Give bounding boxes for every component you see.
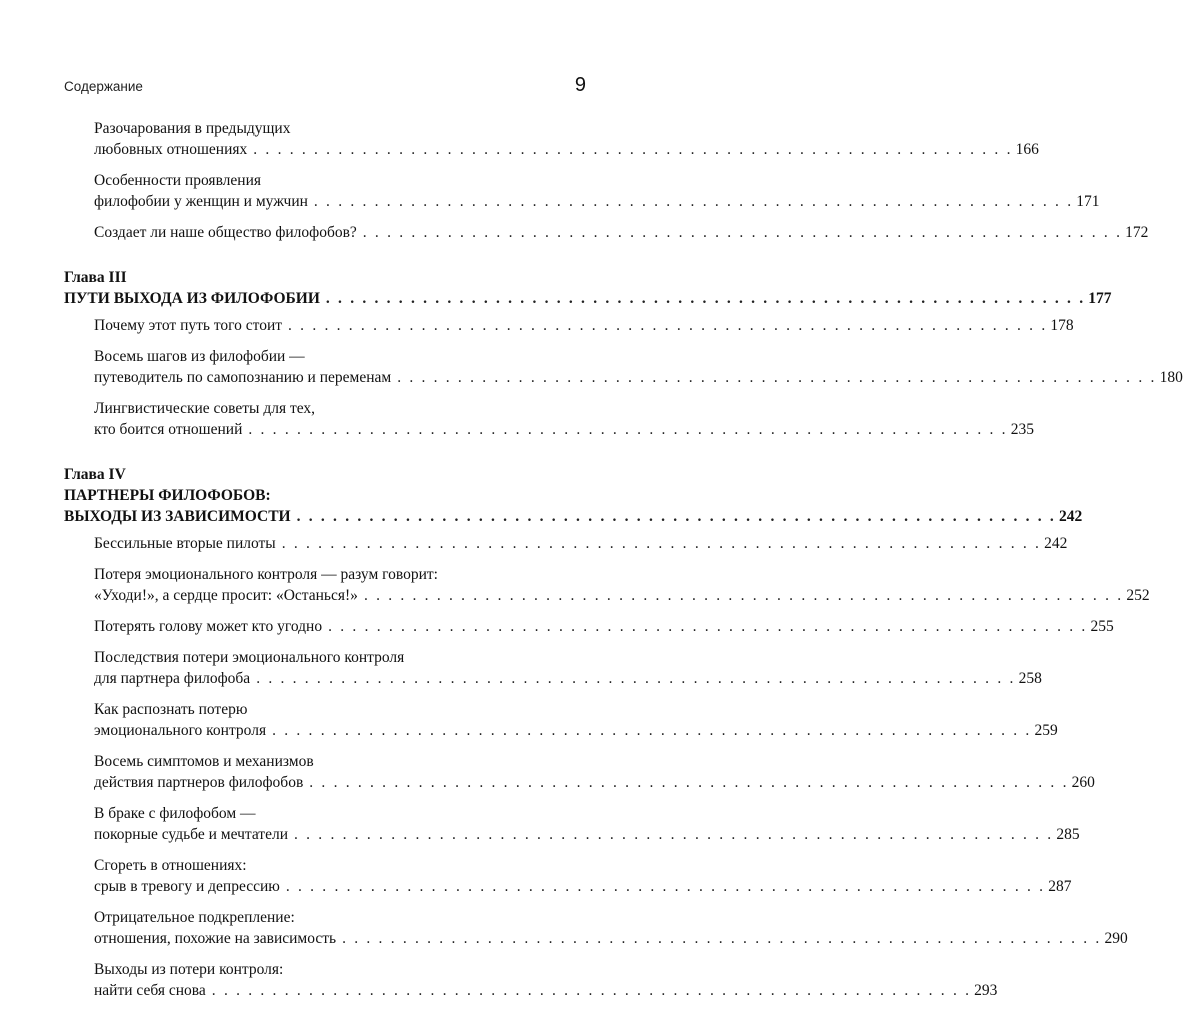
toc-text: Восемь симптомов и механизмов — [94, 753, 314, 770]
dot-leader: . . . . . . . . . . . . . . . . . . . . . . . . . . . . . . . . . . . . . . . . . . . . . . . . . . . . . . . . . . . . . . . — [362, 224, 1123, 241]
toc-text: Разочарования в предыдущих — [94, 120, 291, 137]
toc-line — [94, 398, 532, 419]
dot-leader: . . . . . . . . . . . . . . . . . . . . . . . . . . . . . . . . . . . . . . . . . . . . . . . . . . . . . . . . . . . . . . . — [294, 826, 1054, 843]
running-head: Содержание — [64, 79, 143, 94]
toc-entry[interactable] — [64, 564, 1150, 606]
toc-text: Потерять голову может кто угодно — [94, 618, 323, 635]
toc-line — [94, 419, 1034, 440]
dot-leader: . . . . . . . . . . . . . . . . . . . . . . . . . . . . . . . . . . . . . . . . . . . . . . . . . . . . . . . . . . . . . . . — [248, 421, 1008, 438]
dot-leader: . . . . . . . . . . . . . . . . . . . . . . . . . . . . . . . . . . . . . . . . . . . . . . . . . . . . . . . . . . . . . . . — [272, 722, 1032, 739]
toc-entry[interactable] — [64, 118, 1039, 160]
toc-line — [94, 803, 532, 824]
toc-line — [94, 751, 532, 772]
dot-leader: . . . . . . . . . . . . . . . . . . . . . . . . . . . . . . . . . . . . . . . . . . . . . . . . . . . . . . . . . . . . . . . — [296, 508, 1056, 525]
chapter-title-line — [64, 288, 1112, 309]
toc-entry[interactable] — [64, 803, 1080, 845]
toc-text: найти себя снова — [94, 982, 206, 999]
toc-page-number: 258 — [1018, 670, 1042, 687]
toc-page-number: 259 — [1034, 722, 1058, 739]
toc-text: срыв в тревогу и депрессию — [94, 878, 280, 895]
toc-page-number: 172 — [1125, 224, 1149, 241]
toc-line — [94, 191, 1100, 212]
toc-page-number: 166 — [1015, 141, 1039, 158]
toc-line — [94, 346, 532, 367]
toc-page-number: 260 — [1071, 774, 1095, 791]
chapter-label: Глава III — [64, 269, 127, 286]
toc-page-number: 242 — [1044, 535, 1068, 552]
toc-text: В браке с филофобом — — [94, 805, 256, 822]
toc-text: действия партнеров филофобов — [94, 774, 304, 791]
toc-text: Последствия потери эмоционального контроля — [94, 649, 405, 666]
toc-page-number: 287 — [1048, 878, 1072, 895]
toc-text: путеводитель по самопознанию и переменам — [94, 369, 392, 386]
toc-text: ПАРТНЕРЫ ФИЛОФОБОВ: — [64, 487, 271, 504]
chapter-label: Глава IV — [64, 466, 126, 483]
toc-entry[interactable] — [64, 346, 1183, 388]
dot-leader: . . . . . . . . . . . . . . . . . . . . . . . . . . . . . . . . . . . . . . . . . . . . . . . . . . . . . . . . . . . . . . . — [285, 878, 1046, 895]
toc-entry[interactable] — [64, 616, 1114, 637]
toc-line — [94, 928, 1128, 949]
dot-leader: . . . . . . . . . . . . . . . . . . . . . . . . . . . . . . . . . . . . . . . . . . . . . . . . . . . . . . . . . . . . . . . — [211, 982, 972, 999]
toc-line — [94, 564, 532, 585]
toc-page-number: 235 — [1010, 421, 1034, 438]
toc-entry[interactable] — [64, 533, 1068, 554]
toc-line — [94, 980, 998, 1001]
toc-text: Выходы из потери контроля: — [94, 961, 284, 978]
toc-text: ВЫХОДЫ ИЗ ЗАВИСИМОСТИ — [64, 508, 291, 525]
toc-text: для партнера филофоба — [94, 670, 251, 687]
toc-entry[interactable] — [64, 647, 1042, 689]
toc-entry[interactable] — [64, 855, 1072, 897]
toc-text: любовных отношениях — [94, 141, 248, 158]
toc-entry[interactable] — [64, 959, 998, 1001]
toc-page-number: 285 — [1056, 826, 1080, 843]
toc-text: филофобии у женщин и мужчин — [94, 193, 308, 210]
toc-text: Бессильные вторые пилоты — [94, 535, 276, 552]
toc-text: Лингвистические советы для тех, — [94, 400, 316, 417]
toc-page-number: 178 — [1050, 317, 1074, 334]
toc-entry[interactable] — [64, 751, 1095, 793]
toc-text: кто боится отношений — [94, 421, 243, 438]
toc-page-number: 290 — [1104, 930, 1128, 947]
toc-text: покорные судьбе и мечтатели — [94, 826, 288, 843]
toc-line — [94, 959, 532, 980]
dot-leader: . . . . . . . . . . . . . . . . . . . . . . . . . . . . . . . . . . . . . . . . . . . . . . . . . . . . . . . . . . . . . . . — [253, 141, 1013, 158]
toc-text: Особенности проявления — [94, 172, 262, 189]
dot-leader: . . . . . . . . . . . . . . . . . . . . . . . . . . . . . . . . . . . . . . . . . . . . . . . . . . . . . . . . . . . . . . . — [313, 193, 1074, 210]
toc-entry[interactable] — [64, 222, 1149, 243]
toc-line — [94, 772, 1095, 793]
dot-leader: . . . . . . . . . . . . . . . . . . . . . . . . . . . . . . . . . . . . . . . . . . . . . . . . . . . . . . . . . . . . . . . — [328, 618, 1088, 635]
chapter-heading[interactable] — [64, 267, 1112, 309]
page-header — [64, 74, 586, 97]
dot-leader: . . . . . . . . . . . . . . . . . . . . . . . . . . . . . . . . . . . . . . . . . . . . . . . . . . . . . . . . . . . . . . . — [288, 317, 1048, 334]
dot-leader: . . . . . . . . . . . . . . . . . . . . . . . . . . . . . . . . . . . . . . . . . . . . . . . . . . . . . . . . . . . . . . . — [397, 369, 1157, 386]
toc-text: Восемь шагов из филофобии — — [94, 348, 305, 365]
toc-text: Сгореть в отношениях: — [94, 857, 247, 874]
toc-text: Как распознать потерю — [94, 701, 248, 718]
toc-page-number: 177 — [1088, 290, 1112, 307]
toc-page-number: 171 — [1076, 193, 1100, 210]
chapter-heading[interactable] — [64, 464, 1083, 527]
toc-line — [94, 315, 1074, 336]
dot-leader: . . . . . . . . . . . . . . . . . . . . . . . . . . . . . . . . . . . . . . . . . . . . . . . . . . . . . . . . . . . . . . . — [363, 587, 1124, 604]
toc-line — [94, 647, 532, 668]
toc-page-number: 180 — [1159, 369, 1183, 386]
toc-line — [94, 170, 532, 191]
table-of-contents — [64, 118, 1183, 1011]
toc-entry[interactable] — [64, 398, 1034, 440]
toc-page-number: 252 — [1126, 587, 1150, 604]
toc-text: Отрицательное подкрепление: — [94, 909, 295, 926]
toc-page-number: 293 — [974, 982, 998, 999]
toc-line — [94, 855, 532, 876]
toc-text: Потеря эмоционального контроля — разум говорит: — [94, 566, 438, 583]
toc-line — [94, 824, 1080, 845]
toc-text: Создает ли наше общество филофобов? — [94, 224, 357, 241]
chapter-title-line — [64, 485, 532, 506]
toc-page-number: 242 — [1058, 508, 1083, 525]
toc-line — [94, 876, 1072, 897]
toc-line — [94, 139, 1039, 160]
dot-leader: . . . . . . . . . . . . . . . . . . . . . . . . . . . . . . . . . . . . . . . . . . . . . . . . . . . . . . . . . . . . . . . — [342, 930, 1102, 947]
toc-line — [94, 699, 532, 720]
toc-line — [94, 118, 532, 139]
dot-leader: . . . . . . . . . . . . . . . . . . . . . . . . . . . . . . . . . . . . . . . . . . . . . . . . . . . . . . . . . . . . . . . — [325, 290, 1086, 307]
toc-line — [94, 533, 1068, 554]
toc-entry[interactable] — [64, 170, 1100, 212]
toc-line — [94, 668, 1042, 689]
toc-entry[interactable] — [64, 315, 1074, 336]
dot-leader: . . . . . . . . . . . . . . . . . . . . . . . . . . . . . . . . . . . . . . . . . . . . . . . . . . . . . . . . . . . . . . . — [256, 670, 1016, 687]
toc-line — [94, 907, 532, 928]
toc-line — [94, 222, 1149, 243]
toc-text: «Уходи!», а сердце просит: «Останься!» — [94, 587, 358, 604]
toc-text: эмоционального контроля — [94, 722, 267, 739]
toc-line — [94, 616, 1114, 637]
toc-line — [94, 720, 1058, 741]
page-number: 9 — [574, 74, 586, 96]
toc-text: ПУТИ ВЫХОДА ИЗ ФИЛОФОБИИ — [64, 290, 320, 307]
chapter-title-line — [64, 506, 1083, 527]
toc-text: Почему этот путь того стоит — [94, 317, 283, 334]
toc-text: отношения, похожие на зависимость — [94, 930, 337, 947]
toc-entry[interactable] — [64, 699, 1058, 741]
toc-page-number: 255 — [1090, 618, 1114, 635]
toc-line — [94, 585, 1150, 606]
dot-leader: . . . . . . . . . . . . . . . . . . . . . . . . . . . . . . . . . . . . . . . . . . . . . . . . . . . . . . . . . . . . . . . — [309, 774, 1069, 791]
toc-line — [94, 367, 1183, 388]
dot-leader: . . . . . . . . . . . . . . . . . . . . . . . . . . . . . . . . . . . . . . . . . . . . . . . . . . . . . . . . . . . . . . . — [281, 535, 1042, 552]
toc-entry[interactable] — [64, 907, 1128, 949]
